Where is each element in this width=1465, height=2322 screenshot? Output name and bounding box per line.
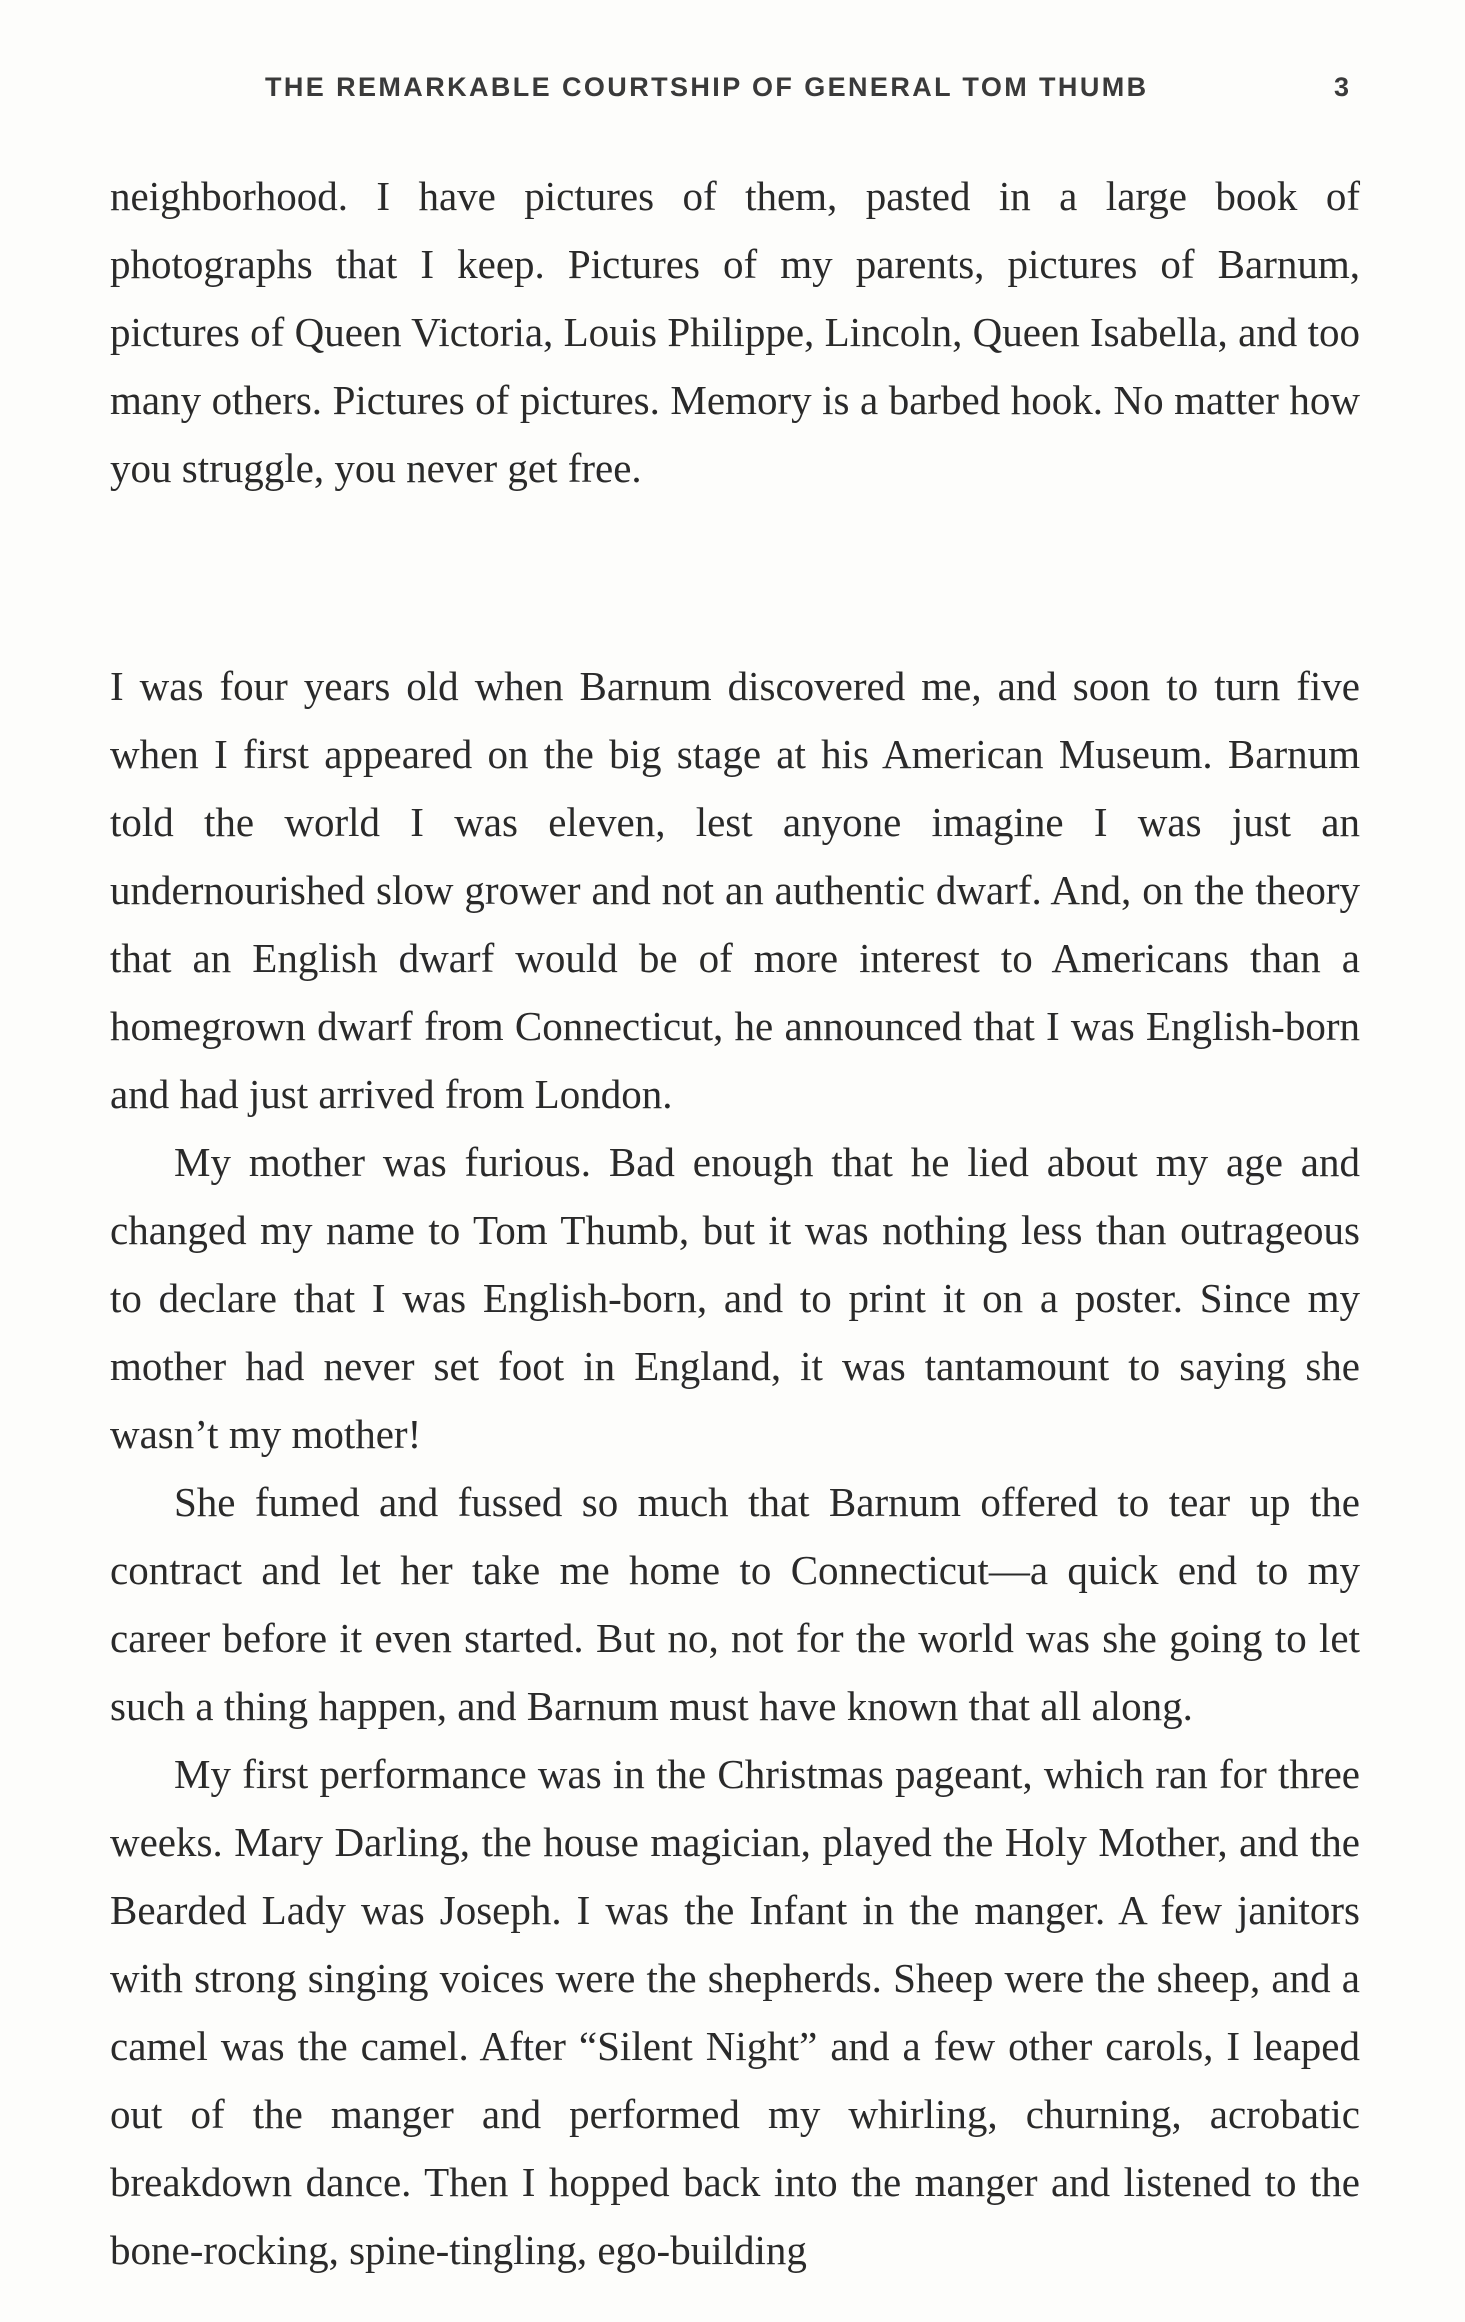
- paragraph-4: My first performance was in the Christmas pageant, which ran for three weeks. Mary Darling, the house magician, played the Holy Mother, and the Bearded Lady was Joseph. I was the Infant in the manger. A few janitors with strong singing voices were the shepherds. Sheep were the sheep, and a camel was the camel. After “Silent Night” and a few other carols, I leaped out of the manger and performed my whirling, churning, acrobatic breakdown dance. Then I hopped back into the manger and listened to the bone-rocking, spine-tingling, ego-building: [110, 1751, 1360, 2273]
- paragraph-2: My mother was furious. Bad enough that he lied about my age and changed my name to Tom Thumb, but it was nothing less than outrageous to declare that I was English-born, and to print it on a poster. Since my mother had never set foot in England, it was tantamount to saying she wasn’t my mother!: [110, 1139, 1360, 1457]
- text-block-top: [110, 162, 1360, 502]
- page-number: 3: [1334, 72, 1350, 102]
- paragraph-1: I was four years old when Barnum discovered me, and soon to turn five when I first appeared on the big stage at his American Museum. Barnum told the world I was eleven, lest anyone imagine I was just an undernourished slow grower and not an authentic dwarf. And, on the theory that an English dwarf would be of more interest to Americans than a homegrown dwarf from Connecticut, he announced that I was English-born and had just arrived from London.: [110, 663, 1360, 1117]
- text-block-main: [110, 652, 1360, 2284]
- running-title: THE REMARKABLE COURTSHIP OF GENERAL TOM THUMB: [265, 72, 1149, 102]
- paragraph-3: She fumed and fussed so much that Barnum offered to tear up the contract and let her take me home to Connecticut—a quick end to my career before it even started. But no, not for the world was she going to let such a thing happen, and Barnum must have known that all along.: [110, 1479, 1360, 1729]
- continued-paragraph: neighborhood. I have pictures of them, pasted in a large book of photographs that I keep. Pictures of my parents, pictures of Barnum, pictures of Queen Victoria, Louis Philippe, Lincoln, Queen Isabella, and too many others. Pictures of pictures. Memory is a barbed hook. No matter how you struggle, you never get free.: [110, 173, 1360, 491]
